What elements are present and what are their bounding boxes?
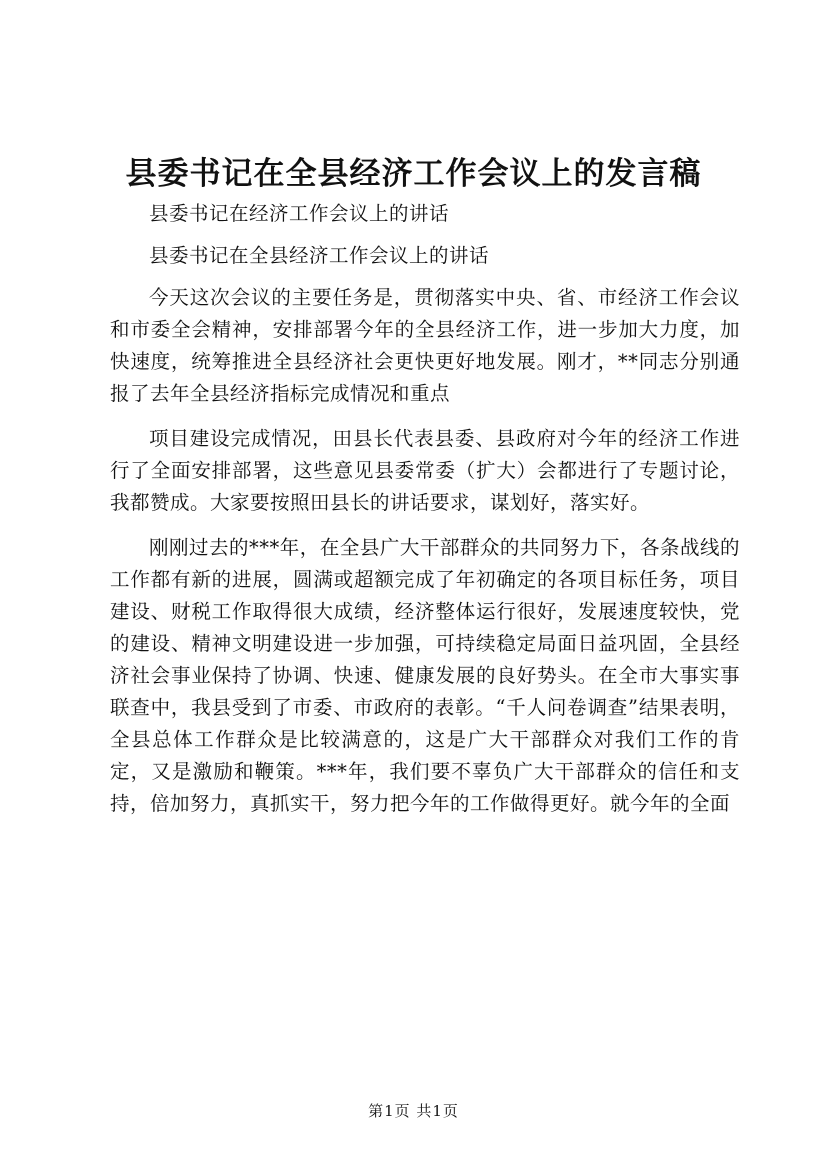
subtitle-line-1: 县委书记在经济工作会议上的讲话	[149, 202, 450, 225]
body-paragraph-2: 项目建设完成情况，田县长代表县委、县政府对今年的经济工作进行了全面安排部署，这些意见县委常委（扩大）会都进行了专题讨论，我都赞成。大家要按照田县长的讲话要求，谋划好，落实好。	[110, 427, 740, 514]
document-body	[110, 198, 740, 833]
body-paragraph-3: 刚刚过去的***年，在全县广大干部群众的共同努力下，各条战线的工作都有新的进展，圆满或超额完成了年初确定的各项目标任务，项目建设、财税工作取得很大成绩，经济整体运行很好，发展速度较快，党的建设、精神文明建设进一步加强，可持续稳定局面日益巩固，全县经济社会事业保持了协调、快速、健康发展的良好势头。在全市大事实事联查中，我县受到了市委、市政府的表彰。“千人问卷调查”结果表明，全县总体工作群众是比较满意的，这是广大干部群众对我们工作的肯定，又是激励和鞭策。***年，我们要不辜负广大干部群众的信任和支持，倍加努力，真抓实干，努力把今年的工作做得更好。就今年的全面	[110, 536, 740, 815]
body-paragraph-1: 今天这次会议的主要任务是，贯彻落实中央、省、市经济工作会议和市委全会精神，安排部署今年的全县经济工作，进一步加大力度，加快速度，统筹推进全县经济社会更快更好地发展。刚才，**同志分别通报了去年全县经济指标完成情况和重点	[110, 286, 740, 405]
page-number-footer: 第1页 共1页	[368, 1102, 459, 1120]
document-title: 县委书记在全县经济工作会议上的发言稿	[125, 156, 702, 192]
subtitle-line-2: 县委书记在全县经济工作会议上的讲话	[149, 244, 490, 267]
